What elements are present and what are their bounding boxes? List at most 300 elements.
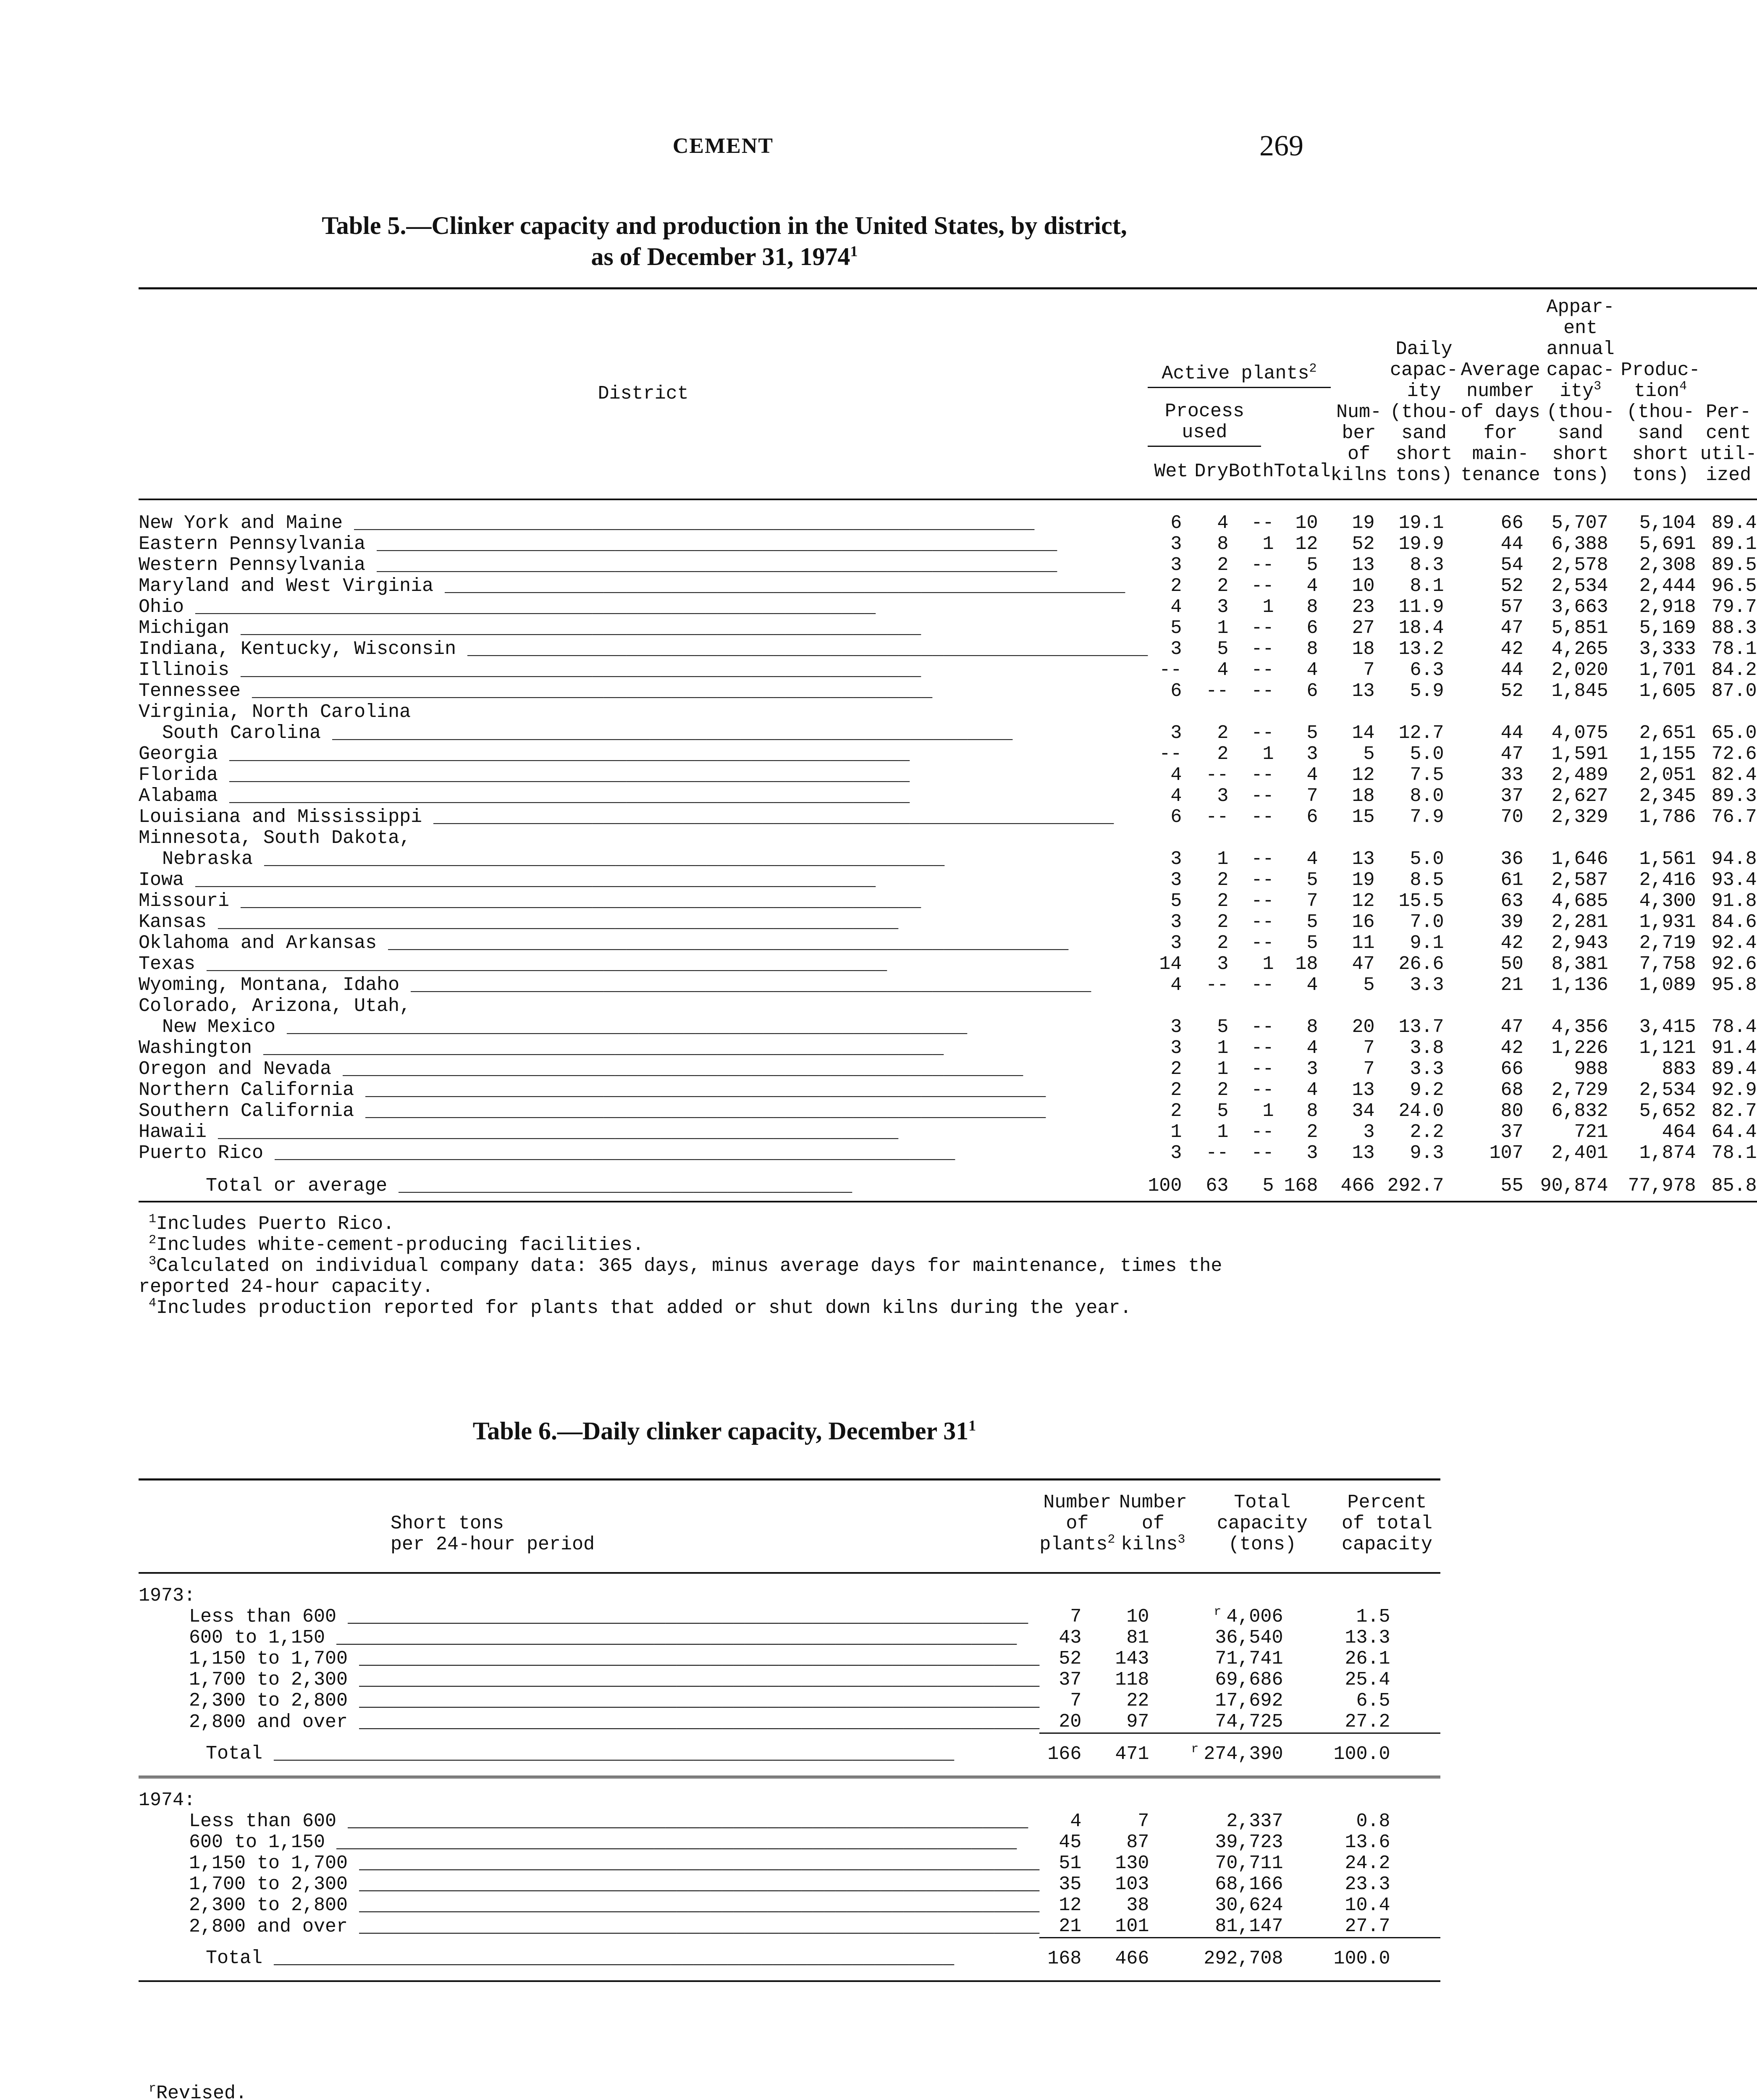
dry-cell: -- bbox=[1206, 764, 1229, 786]
avg-days-cell: 70 bbox=[1500, 806, 1524, 828]
kilns-cell bbox=[1115, 1606, 1191, 1628]
wet-cell: 2 bbox=[1170, 1100, 1182, 1122]
annual-capacity-cell: 2,020 bbox=[1551, 659, 1608, 681]
district-name: Illinois bbox=[139, 659, 230, 681]
table-row bbox=[139, 975, 1757, 996]
capacity-value: 81,147 bbox=[1215, 1916, 1283, 1937]
production-cell: 5,169 bbox=[1639, 617, 1696, 639]
annual-capacity-cell: 8,381 bbox=[1551, 953, 1608, 975]
total-cell: 4 bbox=[1306, 974, 1318, 996]
col-district bbox=[139, 289, 1148, 500]
annual-capacity-cell: 2,627 bbox=[1551, 785, 1608, 807]
header-text: sand bbox=[1638, 423, 1684, 444]
production-cell: 5,691 bbox=[1639, 533, 1696, 555]
range-label: 2,300 to 2,800 bbox=[189, 1690, 348, 1712]
dry-cell: 3 bbox=[1217, 596, 1229, 618]
district-name: Missouri bbox=[139, 890, 230, 912]
header-text: ity bbox=[1560, 381, 1594, 402]
capacity-total-cell bbox=[1191, 1938, 1333, 1982]
daily-capacity-cell: 8.0 bbox=[1410, 785, 1444, 807]
percent-cell bbox=[1333, 1811, 1440, 1832]
plants-value: 35 bbox=[1059, 1874, 1082, 1895]
plants-value: 21 bbox=[1059, 1916, 1082, 1937]
header-line bbox=[1387, 423, 1461, 444]
production-cell: 2,345 bbox=[1639, 785, 1696, 807]
capacity-cell bbox=[1191, 1895, 1333, 1916]
avg-days-cell: 33 bbox=[1500, 764, 1524, 786]
dot-leader: ____________________________________________________________ bbox=[365, 533, 1057, 555]
dot-leader: ____________________________________________________________ bbox=[348, 1895, 1040, 1916]
header-text: util- bbox=[1700, 444, 1757, 465]
both-cell: -- bbox=[1251, 890, 1274, 912]
header-line bbox=[1039, 1534, 1115, 1555]
header-text: cent bbox=[1706, 423, 1752, 444]
header-text: (thou- bbox=[1390, 402, 1458, 423]
district-name: Louisiana and Mississippi bbox=[139, 806, 422, 828]
kilns-cell: 5 bbox=[1363, 974, 1375, 996]
dry-cell: 2 bbox=[1217, 890, 1229, 912]
wet-cell: 4 bbox=[1170, 764, 1182, 786]
both-cell: -- bbox=[1251, 575, 1274, 597]
header-text: Appar- bbox=[1546, 297, 1615, 318]
district-name: Indiana, Kentucky, Wisconsin bbox=[139, 638, 456, 660]
total-cell: 2 bbox=[1306, 1121, 1318, 1143]
total-cell: 5 bbox=[1306, 869, 1318, 891]
dot-leader: ____________________________________________________________ bbox=[195, 953, 887, 975]
table6-caption-text: Table 6.—Daily clinker capacity, December 31 bbox=[472, 1417, 969, 1445]
district-cell bbox=[139, 576, 1148, 597]
district-name: Wyoming, Montana, Idaho bbox=[139, 974, 400, 996]
dry-cell: 8 bbox=[1217, 533, 1229, 555]
table5 bbox=[139, 287, 1757, 1202]
avg-days-cell: 37 bbox=[1500, 1121, 1524, 1143]
total-cell bbox=[139, 1733, 1039, 1777]
total-total-cell: 168 bbox=[1274, 1164, 1330, 1202]
percent-value: 6.5 bbox=[1356, 1690, 1390, 1712]
percent-value: 13.3 bbox=[1345, 1627, 1390, 1648]
percent-cell: 84.2 bbox=[1711, 659, 1757, 681]
annual-capacity-cell: 2,587 bbox=[1551, 869, 1608, 891]
kilns-value: 87 bbox=[1126, 1832, 1149, 1853]
daily-capacity-cell: 7.5 bbox=[1410, 764, 1444, 786]
plants-cell bbox=[1039, 1916, 1115, 1938]
percent-cell: 78.4 bbox=[1711, 1016, 1757, 1038]
dot-leader: ____________________________________________________________ bbox=[262, 1948, 955, 1969]
table5-header bbox=[139, 289, 1757, 500]
dot-leader: ____________________________________________________________ bbox=[229, 890, 921, 912]
annual-capacity-cell: 2,401 bbox=[1551, 1142, 1608, 1164]
production-cell: 2,051 bbox=[1639, 764, 1696, 786]
header-text: (tons) bbox=[1228, 1534, 1296, 1555]
kilns-cell bbox=[1115, 1895, 1191, 1916]
daily-capacity-cell: 3.3 bbox=[1410, 974, 1444, 996]
both-cell: 1 bbox=[1262, 596, 1274, 618]
range-label: Less than 600 bbox=[189, 1606, 337, 1628]
kilns-cell: 7 bbox=[1363, 659, 1375, 681]
wet-cell: 6 bbox=[1170, 680, 1182, 702]
header-line bbox=[1115, 1492, 1191, 1513]
footnote-mark: 2 bbox=[1107, 1533, 1115, 1547]
kilns-value: 103 bbox=[1115, 1874, 1149, 1895]
header-line bbox=[1700, 444, 1757, 465]
avg-days-cell: 66 bbox=[1500, 512, 1524, 534]
district-cell bbox=[139, 807, 1148, 828]
district-cell bbox=[139, 618, 1148, 639]
header-line bbox=[1461, 444, 1540, 465]
capacity-total-cell bbox=[1191, 1733, 1333, 1777]
dot-leader: ____________________________________________________________ bbox=[262, 1743, 955, 1765]
percent-cell: 76.7 bbox=[1711, 806, 1757, 828]
both-cell: -- bbox=[1251, 911, 1274, 933]
annual-capacity-cell: 1,591 bbox=[1551, 743, 1608, 765]
avg-days-cell: 52 bbox=[1500, 680, 1524, 702]
table-row bbox=[139, 891, 1757, 912]
table5-footnotes bbox=[139, 1214, 1306, 1319]
header-text: sand bbox=[1558, 423, 1603, 444]
percent-total-cell bbox=[1333, 1733, 1440, 1777]
table-row bbox=[139, 849, 1757, 870]
range-label: 2,800 and over bbox=[189, 1916, 348, 1937]
production-cell: 1,155 bbox=[1639, 743, 1696, 765]
total-cell: 3 bbox=[1306, 1058, 1318, 1080]
table-row bbox=[139, 1874, 1440, 1895]
dry-cell: 2 bbox=[1217, 575, 1229, 597]
district-name: Kansas bbox=[139, 911, 207, 933]
table-row bbox=[139, 723, 1757, 744]
both-cell: -- bbox=[1251, 617, 1274, 639]
dot-leader: ____________________________________________________________ bbox=[343, 512, 1035, 534]
dot-leader: ____________________________________________________________ bbox=[348, 1916, 1040, 1937]
daily-capacity-cell: 5.9 bbox=[1410, 680, 1444, 702]
dry-cell: 2 bbox=[1217, 743, 1229, 765]
capacity-cell bbox=[1191, 1832, 1333, 1853]
header-text: of bbox=[1348, 444, 1371, 465]
dry-cell: 1 bbox=[1217, 1058, 1229, 1080]
kilns-cell: 12 bbox=[1352, 890, 1375, 912]
wet-cell: 5 bbox=[1170, 617, 1182, 639]
dot-leader: ____________________________________________________________ bbox=[422, 806, 1114, 828]
range-label: 1,700 to 2,300 bbox=[189, 1874, 348, 1895]
header-text: tenance bbox=[1461, 465, 1540, 486]
wet-cell: 6 bbox=[1170, 806, 1182, 828]
col-kilns bbox=[1115, 1480, 1191, 1573]
kilns-cell: 47 bbox=[1352, 953, 1375, 975]
capacity-cell bbox=[1191, 1811, 1333, 1832]
dot-leader: ____________________________________________________________ bbox=[336, 1606, 1028, 1628]
both-cell: -- bbox=[1251, 1079, 1274, 1101]
year-row bbox=[139, 1573, 1440, 1606]
total-cell: 7 bbox=[1306, 785, 1318, 807]
wet-cell: 3 bbox=[1170, 554, 1182, 576]
footnote bbox=[139, 1298, 1306, 1319]
header-text: ent bbox=[1563, 318, 1598, 339]
header-line bbox=[1540, 318, 1621, 339]
kilns-value: 38 bbox=[1126, 1895, 1149, 1916]
plants-cell bbox=[1039, 1648, 1115, 1670]
percent-cell: 93.4 bbox=[1711, 869, 1757, 891]
percent-cell bbox=[1333, 1648, 1440, 1670]
dot-leader: ____________________________________________________________ bbox=[325, 1627, 1017, 1648]
header-line bbox=[1700, 465, 1757, 486]
avg-days-cell: 42 bbox=[1500, 932, 1524, 954]
kilns-cell: 13 bbox=[1352, 554, 1375, 576]
annual-capacity-cell: 1,136 bbox=[1551, 974, 1608, 996]
avg-days-total-cell: 55 bbox=[1461, 1164, 1540, 1202]
production-cell: 2,651 bbox=[1639, 722, 1696, 744]
percent-value: 23.3 bbox=[1345, 1874, 1390, 1895]
daily-capacity-cell: 6.3 bbox=[1410, 659, 1444, 681]
avg-days-cell: 47 bbox=[1500, 743, 1524, 765]
col-wet bbox=[1148, 452, 1194, 499]
wet-cell: 2 bbox=[1170, 575, 1182, 597]
total-cell: 7 bbox=[1306, 890, 1318, 912]
percent-cell: 91.4 bbox=[1711, 1037, 1757, 1059]
dry-cell: 1 bbox=[1217, 1037, 1229, 1059]
dry-cell: 3 bbox=[1217, 785, 1229, 807]
year-label: 1973: bbox=[139, 1585, 196, 1606]
header-line bbox=[1540, 444, 1621, 465]
kilns-cell bbox=[1115, 1916, 1191, 1938]
avg-days-cell: 80 bbox=[1500, 1100, 1524, 1122]
avg-days-cell: 63 bbox=[1500, 890, 1524, 912]
avg-days-cell: 47 bbox=[1500, 617, 1524, 639]
wet-cell: 3 bbox=[1170, 722, 1182, 744]
percent-cell bbox=[1333, 1916, 1440, 1938]
capacity-value: 4,006 bbox=[1226, 1606, 1283, 1628]
kilns-cell bbox=[1115, 1712, 1191, 1733]
dot-leader: ____________________________________________________________ bbox=[252, 1037, 944, 1059]
header-text: ized bbox=[1706, 465, 1752, 486]
wet-cell: 2 bbox=[1170, 1058, 1182, 1080]
header-text: Average bbox=[1461, 360, 1540, 381]
dot-leader: ____________________________________________________________ bbox=[433, 575, 1125, 597]
plants-value: 45 bbox=[1059, 1832, 1082, 1853]
col-annual-capacity bbox=[1540, 289, 1621, 500]
both-cell: 1 bbox=[1262, 743, 1274, 765]
total-cell: 5 bbox=[1306, 932, 1318, 954]
plants-value: 51 bbox=[1059, 1853, 1082, 1874]
dot-leader: ____________________________________________________________ bbox=[325, 1832, 1017, 1853]
table5-header-row bbox=[139, 289, 1757, 388]
dot-leader: ____________________________________________________________ bbox=[456, 638, 1148, 660]
header-line bbox=[1540, 297, 1621, 318]
header-line bbox=[1191, 1492, 1333, 1513]
percent-cell: 87.0 bbox=[1711, 680, 1757, 702]
footnote-mark: r bbox=[149, 2082, 157, 2096]
district-cell bbox=[139, 765, 1148, 786]
col-both bbox=[1228, 452, 1274, 499]
daily-capacity-cell: 19.1 bbox=[1398, 512, 1444, 534]
percent-cell bbox=[1333, 1853, 1440, 1874]
kilns-cell: 23 bbox=[1352, 596, 1375, 618]
annual-capacity-cell: 2,489 bbox=[1551, 764, 1608, 786]
header-text: tons) bbox=[1395, 465, 1453, 486]
dry-cell: 1 bbox=[1217, 1121, 1229, 1143]
table-row bbox=[139, 1059, 1757, 1080]
both-cell: -- bbox=[1251, 722, 1274, 744]
annual-capacity-cell: 2,943 bbox=[1551, 932, 1608, 954]
dry-cell: -- bbox=[1206, 806, 1229, 828]
district-name: Georgia bbox=[139, 743, 218, 765]
header-text: (thou- bbox=[1626, 402, 1695, 423]
header-text: Produc- bbox=[1621, 360, 1700, 381]
both-total-cell: 5 bbox=[1228, 1164, 1274, 1202]
header-text: tons) bbox=[1632, 465, 1689, 486]
table-row bbox=[139, 744, 1757, 765]
production-cell: 1,121 bbox=[1639, 1037, 1696, 1059]
total-label: Total bbox=[206, 1743, 263, 1765]
dry-cell: 4 bbox=[1217, 659, 1229, 681]
footnote-mark: 4 bbox=[1679, 379, 1687, 394]
plants-cell bbox=[1039, 1895, 1115, 1916]
capacity-total-value: 274,390 bbox=[1204, 1743, 1283, 1765]
col-active-plants bbox=[1148, 289, 1330, 388]
kilns-cell bbox=[1115, 1628, 1191, 1648]
kilns-cell bbox=[1115, 1690, 1191, 1712]
daily-capacity-cell: 8.3 bbox=[1410, 554, 1444, 576]
dot-leader: ____________________________________________________________ bbox=[229, 659, 921, 681]
dot-leader: ____________________________________________________________ bbox=[241, 680, 933, 702]
percent-cell: 78.1 bbox=[1711, 638, 1757, 660]
wet-cell: -- bbox=[1159, 743, 1182, 765]
daily-capacity-cell: 19.9 bbox=[1398, 533, 1444, 555]
kilns-cell: 13 bbox=[1352, 1142, 1375, 1164]
header-text: sand bbox=[1401, 423, 1447, 444]
range-cell bbox=[139, 1916, 1039, 1938]
table-row bbox=[139, 954, 1757, 975]
plants-total-value: 166 bbox=[1047, 1743, 1082, 1765]
table-row bbox=[139, 1690, 1440, 1712]
kilns-cell bbox=[1115, 1853, 1191, 1874]
footnote-text: Includes Puerto Rico. bbox=[156, 1213, 395, 1235]
footnote-text: Calculated on individual company data: 365 days, minus average days for maintenance, times the reported 24-hour capacity. bbox=[139, 1255, 1222, 1298]
table-row bbox=[139, 765, 1757, 786]
header-text: main- bbox=[1472, 444, 1529, 465]
kilns-cell bbox=[1115, 1811, 1191, 1832]
annual-capacity-total-cell: 90,874 bbox=[1540, 1164, 1621, 1202]
active-plants-text: Active plants bbox=[1162, 362, 1309, 384]
plants-cell bbox=[1039, 1874, 1115, 1895]
range-label: 600 to 1,150 bbox=[189, 1627, 325, 1648]
table-row bbox=[139, 1832, 1440, 1853]
annual-capacity-cell: 6,832 bbox=[1551, 1100, 1608, 1122]
district-cell bbox=[139, 1080, 1148, 1101]
kilns-cell: 13 bbox=[1352, 680, 1375, 702]
table-row bbox=[139, 807, 1757, 828]
district-cell bbox=[139, 849, 1148, 870]
table-row bbox=[139, 1916, 1440, 1938]
header-line bbox=[1331, 444, 1387, 465]
percent-cell bbox=[1333, 1690, 1440, 1712]
table-row bbox=[139, 499, 1757, 534]
col-dry bbox=[1194, 452, 1228, 499]
kilns-value: 130 bbox=[1115, 1853, 1149, 1874]
col-total-label: Total bbox=[1274, 461, 1331, 483]
kilns-cell bbox=[1115, 1648, 1191, 1670]
district-cell bbox=[139, 1059, 1148, 1080]
footnote-mark: 1 bbox=[149, 1212, 157, 1226]
percent-cell: 91.8 bbox=[1711, 890, 1757, 912]
district-name: Puerto Rico bbox=[139, 1142, 264, 1164]
header-text: Short tons bbox=[391, 1513, 504, 1534]
capacity-total-value: 292,708 bbox=[1204, 1948, 1283, 1969]
header-line bbox=[391, 1534, 1039, 1555]
range-label: 1,700 to 2,300 bbox=[189, 1669, 348, 1690]
wet-cell: 4 bbox=[1170, 974, 1182, 996]
col-district-label: District bbox=[598, 383, 689, 404]
dot-leader: ____________________________________________________________ bbox=[321, 722, 1013, 744]
col-percent bbox=[1700, 289, 1757, 500]
footnote bbox=[139, 1214, 1306, 1235]
plants-cell bbox=[1039, 1628, 1115, 1648]
dot-leader: ____________________________________________________________ bbox=[365, 554, 1057, 576]
district-cell bbox=[139, 933, 1148, 954]
range-cell bbox=[139, 1670, 1039, 1690]
daily-capacity-cell: 24.0 bbox=[1398, 1100, 1444, 1122]
production-cell: 3,333 bbox=[1639, 638, 1696, 660]
kilns-cell: 27 bbox=[1352, 617, 1375, 639]
district-first-line: Colorado, Arizona, Utah, bbox=[139, 995, 411, 1017]
percent-value: 25.4 bbox=[1345, 1669, 1390, 1690]
range-label: Less than 600 bbox=[189, 1811, 337, 1832]
percent-cell: 95.8 bbox=[1711, 974, 1757, 996]
dot-leader: ____________________________________________________________ bbox=[331, 1058, 1023, 1080]
wet-cell: 3 bbox=[1170, 1142, 1182, 1164]
avg-days-cell: 36 bbox=[1500, 848, 1524, 870]
col-production bbox=[1621, 289, 1700, 500]
total-cell: 5 bbox=[1306, 722, 1318, 744]
wet-cell: 3 bbox=[1170, 1016, 1182, 1038]
percent-cell: 92.6 bbox=[1711, 953, 1757, 975]
daily-capacity-cell: 9.3 bbox=[1410, 1142, 1444, 1164]
district-cell bbox=[139, 597, 1148, 618]
wet-cell: 3 bbox=[1170, 848, 1182, 870]
daily-capacity-cell: 26.6 bbox=[1398, 953, 1444, 975]
header-text: number bbox=[1466, 381, 1535, 402]
range-cell bbox=[139, 1895, 1039, 1916]
daily-capacity-cell: 7.9 bbox=[1410, 806, 1444, 828]
table-row bbox=[139, 1606, 1440, 1628]
wet-total-cell: 100 bbox=[1148, 1164, 1194, 1202]
dot-leader: ____________________________________________________________ bbox=[336, 1811, 1028, 1832]
dot-leader: ____________________________________________________________ bbox=[354, 1100, 1046, 1122]
footnote bbox=[139, 1235, 1306, 1256]
both-cell: 1 bbox=[1262, 533, 1274, 555]
dot-leader: ____________________________________________________________ bbox=[253, 848, 945, 870]
dot-leader: ____________________________________________________________ bbox=[229, 617, 921, 639]
district-cell bbox=[139, 1101, 1148, 1122]
both-cell: -- bbox=[1251, 512, 1274, 534]
header-line bbox=[1039, 1513, 1115, 1534]
header-line bbox=[1331, 465, 1387, 486]
footnote-text: Includes white-cement-producing facilities. bbox=[156, 1234, 644, 1256]
plants-cell bbox=[1039, 1690, 1115, 1712]
percent-cell: 65.0 bbox=[1711, 722, 1757, 744]
kilns-cell: 3 bbox=[1363, 1121, 1375, 1143]
header-line bbox=[1540, 360, 1621, 381]
kilns-total-value: 466 bbox=[1115, 1948, 1149, 1969]
dry-cell: 5 bbox=[1217, 1016, 1229, 1038]
dry-total-cell: 63 bbox=[1194, 1164, 1228, 1202]
table-row bbox=[139, 1101, 1757, 1122]
col-dry-label: Dry bbox=[1194, 461, 1229, 483]
both-cell: 1 bbox=[1262, 1100, 1274, 1122]
kilns-cell bbox=[1115, 1670, 1191, 1690]
dry-cell: 2 bbox=[1217, 911, 1229, 933]
production-cell: 1,786 bbox=[1639, 806, 1696, 828]
header-line bbox=[1333, 1513, 1440, 1534]
table-row bbox=[139, 1895, 1440, 1916]
